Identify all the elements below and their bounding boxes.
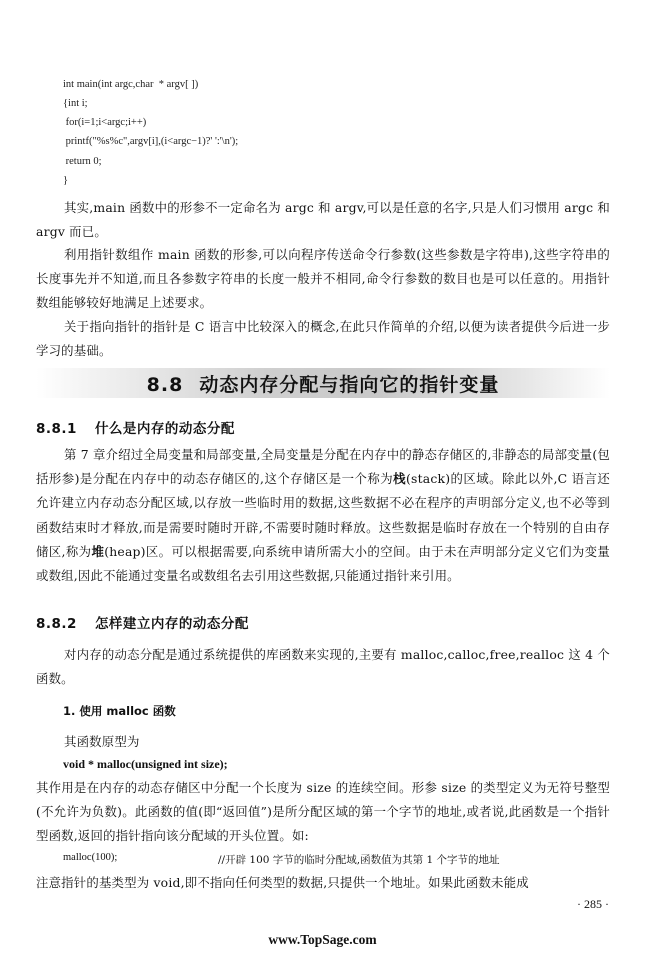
subsection-title: 什么是内存的动态分配 (94, 421, 235, 437)
malloc-prototype: void * malloc(unsigned int size); (63, 757, 228, 771)
footer-watermark: www.TopSage.com (268, 932, 377, 947)
example-comment: //开辟 100 字节的临时分配域,函数值为其第 1 个字节的地址 (218, 854, 500, 866)
term-stack: 栈 (393, 471, 406, 487)
example-code: malloc(100); (63, 852, 118, 863)
code-line: int main(int argc,char * argv[ ]) (63, 79, 199, 90)
paragraph-argc-argv: 其实,main 函数中的形参不一定命名为 argc 和 argv,可以是任意的名字,只是人们习惯用 argc 和 argv 而已。 (36, 200, 610, 240)
subsection-heading-8-8-2 (36, 612, 249, 632)
page-number: · 285 · (577, 897, 609, 911)
paragraph-pointer-array: 利用指针数组作 main 函数的形参,可以向程序传送命令行参数(这些参数是字符串),这些字符串的长度事先并不知道,而且各参数字符串的长度一般并不相同,命令行参数的数目也是可以任意的。用指针数组能够较好地满足上述要求。 (36, 247, 610, 311)
paragraph-dynamic-allocation (36, 443, 610, 588)
subsection-number: 8.8.1 (36, 421, 77, 437)
code-line: printf("%s%c",argv[i],(i<argc−1)?' ':'\n'); (63, 136, 239, 147)
code-line: return 0; (63, 156, 102, 167)
section-number: 8.8 (146, 374, 184, 396)
text-span: (heap)区。可以根据需要,向系统申请所需大小的空间。由于未在声明部分定义它们为变量或数组,因此不能通过变量名或数组名去引用这些数据,只能通过指针来引用。 (36, 543, 610, 584)
paragraph-void-note: 注意指针的基类型为 void,即不指向任何类型的数据,只提供一个地址。如果此函数未能成 (36, 875, 529, 890)
code-line: for(i=1;i<argc;i++) (63, 117, 147, 128)
prototype-intro: 其函数原型为 (64, 734, 140, 749)
paragraph-library-functions: 对内存的动态分配是通过系统提供的库函数来实现的,主要有 malloc,calloc,free,realloc 这 4 个函数。 (36, 647, 610, 687)
malloc-heading: 1. 使用 malloc 函数 (63, 704, 176, 718)
code-line: {int i; (63, 98, 88, 109)
section-heading (36, 370, 610, 397)
subsection-heading-8-8-1 (36, 417, 235, 437)
text-span: (stack)的区域。除此以外,C 语言还允许建立内存动态分配区域,以存放一些临时用的数据,这些数据不必在程序的声明部分定义,也不必等到函数结束时才释放,而是需要时随时开辟,不需要时随时释放。这些数据是临时存放在一个特别的自由存储区,称为 (36, 471, 611, 559)
subsection-title: 怎样建立内存的动态分配 (94, 616, 249, 632)
subsection-number: 8.8.2 (36, 616, 77, 632)
section-title: 动态内存分配与指向它的指针变量 (199, 374, 500, 396)
paragraph-malloc-description: 其作用是在内存的动态存储区中分配一个长度为 size 的连续空间。形参 size 的类型定义为无符号整型(不允许为负数)。此函数的值(即“返回值”)是所分配区域的第一个字节的地址,或者说,此函数是一个指针型函数,返回的指针指向该分配域的开头位置。如: (36, 780, 610, 844)
paragraph-pointer-to-pointer: 关于指向指针的指针是 C 语言中比较深入的概念,在此只作简单的介绍,以便为读者提供今后进一步学习的基础。 (36, 319, 610, 359)
section-banner (36, 368, 610, 398)
code-line: } (63, 175, 69, 186)
text-span: 第 7 章介绍过全局变量和局部变量,全局变量是分配在内存中的静态存储区的,非静态的局部变量(包括形参)是分配在内存中的动态存储区的,这个存储区是一个称为 (36, 447, 610, 487)
term-heap: 堆 (91, 543, 105, 559)
